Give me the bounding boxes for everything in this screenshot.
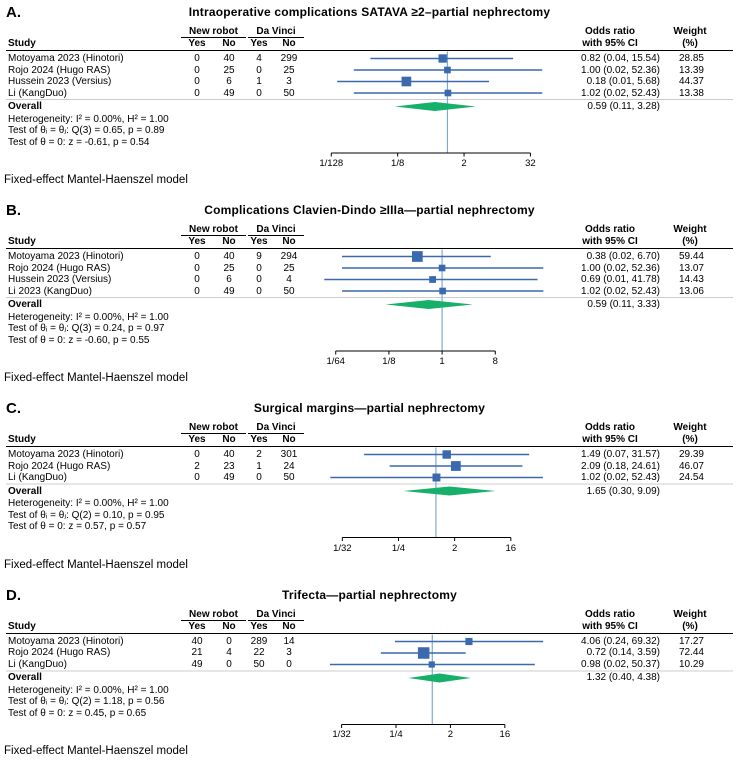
count-da-vinci-no: 0 [286,658,292,670]
study-name: Motoyama 2023 (Hinotori) [8,449,124,460]
study-name: Rojo 2024 (Hugo RAS) [8,262,111,274]
or-value: 0.98 (0.02, 50.37) [581,658,660,670]
axis-tick-label: 8 [492,356,498,367]
model-note: Fixed-effect Mantel-Haenszel model [4,745,188,757]
count-new-robot-yes: 2 [194,460,200,472]
or-value: 0.82 (0.04, 15.54) [581,53,660,64]
axis-tick-label: 2 [451,542,458,554]
group1-yes-header: Yes [188,434,206,445]
weight-value: 17.27 [678,635,704,647]
count-da-vinci-yes: 50 [253,658,265,670]
stats-line: Heterogeneity: I² = 0.00%, H² = 1.00 [8,113,169,125]
count-new-robot-no: 4 [226,647,232,658]
study-header: Study [8,434,36,445]
count-new-robot-yes: 0 [194,472,200,483]
study-header: Study [8,236,36,247]
group2-no-header: No [282,236,296,247]
weight-header-line2: (%) [682,620,698,632]
panel-title: Surgical margins—partial nephrectomy [253,401,486,415]
study-name: Li 2023 (KangDuo) [8,285,92,297]
count-da-vinci-no: 24 [283,460,295,472]
study-name: Li (KangDuo) [8,87,67,99]
count-new-robot-no: 49 [223,472,235,483]
group2-header: Da Vinci [256,422,296,433]
stats-line: Test of θ = 0: z = 0.57, p = 0.57 [8,521,147,532]
or-marker [439,288,446,295]
count-da-vinci-yes: 0 [256,64,262,76]
group2-header: Da Vinci [256,608,296,620]
or-value: 1.02 (0.02, 52.43) [581,285,660,297]
count-new-robot-yes: 0 [194,87,200,99]
study-name: Rojo 2024 (Hugo RAS) [8,64,111,76]
weight-header-line1: Weight [673,224,707,235]
axis-tick-label: 16 [505,542,517,554]
overall-diamond [395,102,476,111]
overall-label: Overall [8,672,42,683]
group2-yes-header: Yes [250,38,268,49]
or-marker [432,474,440,482]
count-da-vinci-yes: 0 [256,285,262,297]
count-da-vinci-yes: 0 [256,87,262,99]
study-header: Study [8,38,36,49]
weight-value: 72.44 [678,647,704,658]
study-name: Li (KangDuo) [8,472,67,483]
or-marker [444,67,451,74]
or-value: 0.18 (0.01, 5.68) [586,76,660,87]
or-value: 1.49 (0.07, 31.57) [581,449,660,460]
weight-value: 13.07 [678,262,704,274]
stats-line: Test of θ = 0: z = 0.45, p = 0.65 [8,707,147,719]
count-da-vinci-no: 25 [283,64,295,76]
weight-value: 46.07 [678,460,704,472]
study-name: Motoyama 2023 (Hinotori) [8,635,124,647]
overall-diamond [386,300,473,309]
count-da-vinci-yes: 0 [256,274,262,285]
count-da-vinci-yes: 1 [256,460,262,472]
group2-no-header: No [282,434,296,445]
group2-yes-header: Yes [250,236,268,247]
weight-header-line2: (%) [682,236,698,247]
count-da-vinci-no: 50 [283,87,295,99]
overall-diamond [403,487,495,496]
panel-letter: B. [6,202,21,219]
weight-value: 59.44 [678,251,704,262]
weight-header-line1: Weight [673,608,707,620]
count-da-vinci-yes: 1 [256,76,262,87]
group1-no-header: No [222,620,236,632]
or-marker [429,661,435,667]
panel-letter: C. [6,400,21,417]
count-da-vinci-no: 4 [286,274,292,285]
group2-header: Da Vinci [256,26,296,37]
or-header-line2: with 95% CI [582,236,638,247]
count-new-robot-no: 23 [223,460,235,472]
count-new-robot-no: 25 [223,64,235,76]
panel-d [0,588,739,765]
group1-no-header: No [222,434,236,445]
stats-line: Heterogeneity: I² = 0.00%, H² = 1.00 [8,498,169,509]
or-header-line1: Odds ratio [584,608,635,620]
or-marker [439,265,446,272]
count-new-robot-no: 40 [223,251,235,262]
weight-header-line1: Weight [673,26,707,37]
group1-header: New robot [189,224,238,235]
overall-label: Overall [8,299,42,310]
or-value: 0.38 (0.02, 6.70) [586,251,660,262]
axis-tick-label: 1/64 [326,356,345,367]
count-new-robot-yes: 0 [194,251,200,262]
group1-no-header: No [222,38,236,49]
count-da-vinci-no: 50 [283,472,295,483]
panel-letter: D. [6,586,21,604]
or-header-line2: with 95% CI [582,38,638,49]
or-marker [402,77,412,87]
forest-plot-figure [0,5,739,764]
overall-or-value: 1.65 (0.30, 9.09) [586,485,660,497]
or-header-line1: Odds ratio [584,224,635,235]
count-new-robot-yes: 49 [191,658,203,670]
overall-or-value: 1.32 (0.40, 4.38) [586,672,660,683]
model-note: Fixed-effect Mantel-Haenszel model [4,372,188,384]
or-header-line1: Odds ratio [584,26,635,37]
or-value: 0.69 (0.01, 41.78) [581,274,660,285]
overall-label: Overall [8,485,42,497]
count-new-robot-yes: 0 [194,53,200,64]
count-new-robot-no: 49 [223,285,235,297]
stats-line: Test of θ = 0: z = -0.61, p = 0.54 [8,136,150,148]
count-da-vinci-no: 3 [286,647,292,658]
axis-tick-label: 1/32 [332,729,351,740]
axis-tick-label: 32 [525,158,536,169]
axis-tick-label: 2 [447,729,454,740]
stats-line: Test of θᵢ = θⱼ: Q(2) = 1.18, p = 0.56 [8,696,165,707]
weight-value: 14.43 [678,274,704,285]
panel-b [0,203,739,391]
count-new-robot-no: 40 [223,449,235,460]
count-da-vinci-yes: 9 [256,251,262,262]
or-marker [445,90,452,97]
count-new-robot-no: 25 [223,262,235,274]
group1-header: New robot [189,422,238,433]
weight-header-line1: Weight [673,422,707,433]
axis-tick-label: 1/8 [391,158,405,169]
study-name: Motoyama 2023 (Hinotori) [8,53,124,64]
group1-yes-header: Yes [188,620,206,632]
axis-tick-label: 1 [439,356,445,367]
axis-tick-label: 1/8 [382,356,396,367]
or-marker [412,251,423,262]
count-da-vinci-no: 3 [286,76,292,87]
stats-line: Heterogeneity: I² = 0.00%, H² = 1.00 [8,311,169,323]
stats-line: Test of θᵢ = θⱼ: Q(3) = 0.24, p = 0.97 [8,323,165,334]
weight-value: 44.37 [678,76,704,87]
study-name: Li (KangDuo) [8,658,67,670]
group2-header: Da Vinci [256,224,296,235]
overall-or-value: 0.59 (0.11, 3.28) [587,101,660,112]
or-header-line2: with 95% CI [582,434,638,445]
axis-tick-label: 1/128 [319,158,344,169]
overall-or-value: 0.59 (0.11, 3.33) [587,299,660,310]
group2-yes-header: Yes [250,620,268,632]
count-new-robot-yes: 0 [194,262,200,274]
or-value: 4.06 (0.24, 69.32) [581,635,660,647]
or-header-line1: Odds ratio [584,422,635,433]
stats-line: Test of θᵢ = θⱼ: Q(3) = 0.65, p = 0.89 [8,125,165,136]
count-new-robot-yes: 0 [194,274,200,285]
count-new-robot-no: 40 [223,53,235,64]
overall-label: Overall [8,101,42,112]
panel-title: Trifecta—partial nephrectomy [282,587,457,602]
axis-tick-label: 1/32 [333,542,352,554]
or-marker [465,637,472,644]
group2-no-header: No [282,38,296,49]
study-name: Rojo 2024 (Hugo RAS) [8,647,111,658]
weight-value: 10.29 [678,658,704,670]
count-new-robot-yes: 40 [191,635,203,647]
or-value: 1.00 (0.02, 52.36) [581,64,660,76]
weight-value: 13.39 [678,64,704,76]
count-new-robot-yes: 0 [194,64,200,76]
or-header-line2: with 95% CI [582,620,638,632]
count-new-robot-yes: 0 [194,76,200,87]
group1-header: New robot [189,608,238,620]
axis-tick-label: 2 [461,158,467,169]
count-da-vinci-yes: 0 [256,262,262,274]
or-marker [451,461,461,471]
or-marker [442,450,450,458]
panel-title: Complications Clavien-Dindo ≥IIIa—partial nephrectomy [204,203,535,217]
weight-header-line2: (%) [682,38,698,49]
group1-yes-header: Yes [188,38,206,49]
weight-value: 13.06 [678,285,704,297]
group2-yes-header: Yes [250,434,268,445]
overall-diamond [408,673,471,682]
or-value: 1.02 (0.02, 52.43) [581,87,660,99]
count-da-vinci-no: 25 [283,262,295,274]
weight-value: 29.39 [678,449,704,460]
count-da-vinci-yes: 4 [256,53,262,64]
count-new-robot-no: 49 [223,87,235,99]
or-marker [429,276,436,283]
group1-header: New robot [189,26,238,37]
count-new-robot-yes: 0 [194,449,200,460]
count-da-vinci-no: 14 [283,635,295,647]
count-da-vinci-no: 294 [280,251,298,262]
count-new-robot-no: 0 [226,635,232,647]
count-new-robot-no: 6 [226,76,232,87]
weight-value: 24.54 [678,472,704,483]
group1-yes-header: Yes [188,236,206,247]
study-name: Hussein 2023 (Versius) [8,76,112,87]
stats-line: Heterogeneity: I² = 0.00%, H² = 1.00 [8,684,169,696]
stats-line: Test of θ = 0: z = -0.60, p = 0.55 [8,334,150,346]
panel-letter: A. [6,4,21,21]
count-da-vinci-yes: 22 [253,647,265,658]
count-new-robot-no: 6 [226,274,232,285]
panel-a [0,5,739,193]
stats-line: Test of θᵢ = θⱼ: Q(2) = 0.10, p = 0.95 [8,509,165,521]
or-value: 2.09 (0.18, 24.61) [581,460,660,472]
count-new-robot-yes: 0 [194,285,200,297]
model-note: Fixed-effect Mantel-Haenszel model [4,174,188,186]
study-name: Motoyama 2023 (Hinotori) [8,251,124,262]
group2-no-header: No [282,620,296,632]
count-da-vinci-yes: 2 [256,449,262,460]
or-value: 0.72 (0.14, 3.59) [586,647,660,658]
or-marker [418,647,430,659]
count-da-vinci-no: 299 [280,53,298,64]
weight-value: 13.38 [678,87,704,99]
weight-header-line2: (%) [682,434,698,445]
panel-title: Intraoperative complications SATAVA ≥2–partial nephrectomy [188,5,551,19]
or-value: 1.00 (0.02, 52.36) [581,262,660,274]
or-value: 1.02 (0.02, 52.43) [581,472,660,483]
count-new-robot-yes: 21 [191,647,203,658]
model-note: Fixed-effect Mantel-Haenszel model [4,558,188,571]
or-marker [439,54,447,62]
panel-c [0,401,739,578]
weight-value: 28.85 [678,53,704,64]
axis-tick-label: 16 [499,729,511,740]
study-header: Study [8,620,36,632]
axis-tick-label: 1/4 [391,542,406,554]
study-name: Rojo 2024 (Hugo RAS) [8,460,111,472]
count-da-vinci-no: 301 [280,449,298,460]
count-da-vinci-yes: 289 [250,635,268,647]
study-name: Hussein 2023 (Versius) [8,274,112,285]
axis-tick-label: 1/4 [389,729,403,740]
group1-no-header: No [222,236,236,247]
count-da-vinci-no: 50 [283,285,295,297]
count-da-vinci-yes: 0 [256,472,262,483]
count-new-robot-no: 0 [226,658,232,670]
